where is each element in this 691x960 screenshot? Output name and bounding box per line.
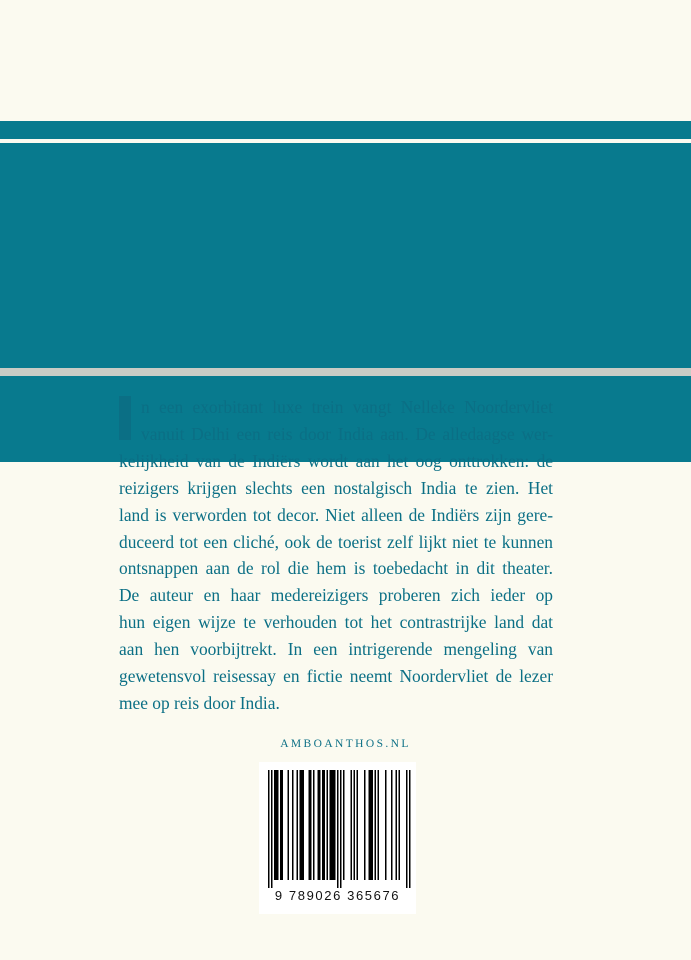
barcode-bar <box>409 770 411 888</box>
barcode-bar <box>280 770 282 880</box>
blurb-line: De auteur en haar medereizigers proberen zich ieder op <box>119 585 553 606</box>
barcode-bars <box>259 762 416 892</box>
back-cover-blurb <box>119 394 553 717</box>
barcode-bar <box>322 770 324 880</box>
barcode-bar <box>406 770 408 888</box>
blurb-line: gewetensvol reisessay en fictie neemt Noordervliet de lezer <box>119 666 553 687</box>
barcode-bar <box>330 770 332 880</box>
barcode-bar <box>292 770 294 880</box>
barcode-bar <box>303 770 305 880</box>
barcode-bar <box>370 770 372 880</box>
barcode-bar <box>396 770 398 880</box>
barcode-bar <box>313 770 315 880</box>
barcode-bar <box>340 770 342 888</box>
barcode-bar <box>372 770 374 880</box>
blurb-line: vanuit Delhi een reis door India aan. De alledaagse wer- <box>141 423 553 444</box>
barcode-bar <box>337 770 339 888</box>
barcode-bar <box>364 770 366 880</box>
barcode-bar <box>268 770 270 888</box>
barcode-bar <box>276 770 278 880</box>
cover-band <box>0 121 691 375</box>
barcode-bar <box>334 770 336 880</box>
blurb-line: n een exorbitant luxe trein vangt Nelleke Noordervliet <box>141 397 553 417</box>
blurb-line: duceerd tot een cliché, ook de toerist zelf lijkt niet te kunnen <box>119 531 553 552</box>
blurb-line: hun eigen wijze te verhouden tot het contrastrijke land dat <box>119 612 553 633</box>
barcode-bar <box>391 770 393 880</box>
barcode-bar <box>357 770 359 880</box>
gray-strip <box>0 368 691 376</box>
barcode-bar <box>375 770 377 880</box>
barcode-bar <box>274 770 276 880</box>
band-stripe-bottom <box>0 345 691 364</box>
barcode-bar <box>319 770 321 880</box>
publisher-website: AMBOANTHOS.NL <box>280 738 411 750</box>
barcode-bar <box>309 770 311 880</box>
barcode-bar <box>277 770 279 880</box>
barcode-bar <box>343 770 345 880</box>
blurb-line: ontsnappen aan de rol die hem is toebedacht in dit theater. <box>119 558 553 579</box>
blurb-line: land is verworden tot decor. Niet alleen de Indiërs zijn gere- <box>119 504 553 525</box>
blurb-line: kelijkheid van de Indiërs wordt aan het oog onttrokken: de <box>119 450 553 471</box>
barcode-bar <box>282 770 284 880</box>
barcode-bar <box>300 770 302 880</box>
barcode-bar <box>333 770 335 880</box>
barcode-bar <box>385 770 387 880</box>
barcode-bar <box>327 770 329 880</box>
blurb-line: reizigers krijgen slechts een nostalgisch India te zien. Het <box>119 477 553 498</box>
barcode-bar <box>271 770 273 888</box>
barcode-bar <box>354 770 356 880</box>
barcode-bar <box>351 770 353 880</box>
barcode-bar <box>288 770 290 880</box>
barcode-bar <box>318 770 320 880</box>
barcode-bar <box>324 770 326 880</box>
barcode-bar <box>369 770 371 880</box>
barcode-bar <box>301 770 303 880</box>
blurb-line: aan hen voorbijtrekt. In een intrigerende mengeling van <box>119 639 553 660</box>
barcode-bar <box>378 770 380 880</box>
isbn-number: 9 789026 365676 <box>274 888 401 903</box>
band-stripe-top <box>0 121 691 139</box>
barcode-bar <box>331 770 333 880</box>
barcode-bar <box>297 770 299 880</box>
barcode-bar <box>399 770 401 880</box>
blurb-line: mee op reis door India. <box>119 692 280 713</box>
barcode-bar <box>310 770 312 880</box>
